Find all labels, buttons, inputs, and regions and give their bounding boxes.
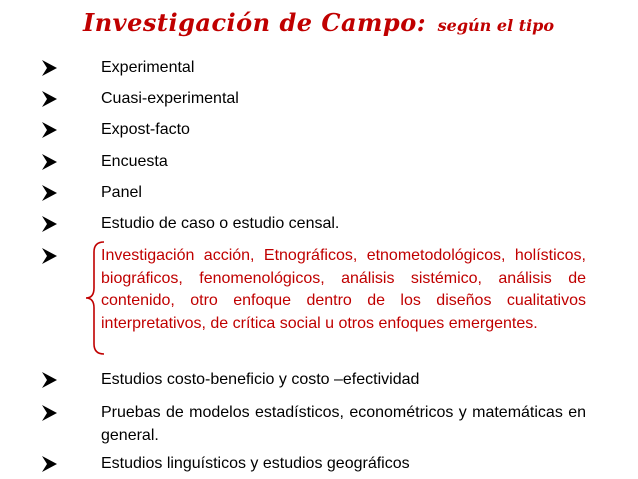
list-item-text: Cuasi-experimental (101, 90, 239, 107)
list-item-text: Estudio de caso o estudio censal. (101, 215, 340, 232)
arrowhead-bullet-icon (41, 248, 57, 264)
title-subtitle: según el tipo (437, 16, 555, 35)
title-main: Investigación de Campo: (83, 8, 427, 37)
arrowhead-bullet-icon (41, 372, 57, 388)
arrowhead-bullet-icon (41, 91, 57, 107)
arrowhead-bullet-icon (41, 405, 57, 421)
slide-title (83, 8, 554, 48)
arrowhead-bullet-icon (41, 185, 57, 201)
list-item-text: Experimental (101, 59, 195, 76)
list-item-text: Panel (101, 184, 142, 201)
list-item-text: Estudios linguísticos y estudios geográficos (101, 455, 410, 472)
arrowhead-bullet-icon (41, 456, 57, 472)
list-item-text: Estudios costo-beneficio y costo –efectividad (101, 371, 420, 388)
list-item-text-highlighted: Investigación acción, Etnográficos, etnometodológicos, holísticos, biográficos, fenomenológicos, análisis sistémico, análisis de contenido, otro enfoque dentro de los diseños cualitativos interpretativos, de crítica social u otros enfoques emergentes. (101, 247, 586, 332)
arrowhead-bullet-icon (41, 154, 57, 170)
arrowhead-bullet-icon (41, 216, 57, 232)
list-item-text: Expost-facto (101, 121, 190, 138)
arrowhead-bullet-icon (41, 60, 57, 76)
list-item-text: Encuesta (101, 153, 168, 170)
arrowhead-bullet-icon (41, 122, 57, 138)
curly-brace-icon (84, 240, 106, 361)
list-item-text: Pruebas de modelos estadísticos, econométricos y matemáticas en general. (101, 404, 586, 444)
